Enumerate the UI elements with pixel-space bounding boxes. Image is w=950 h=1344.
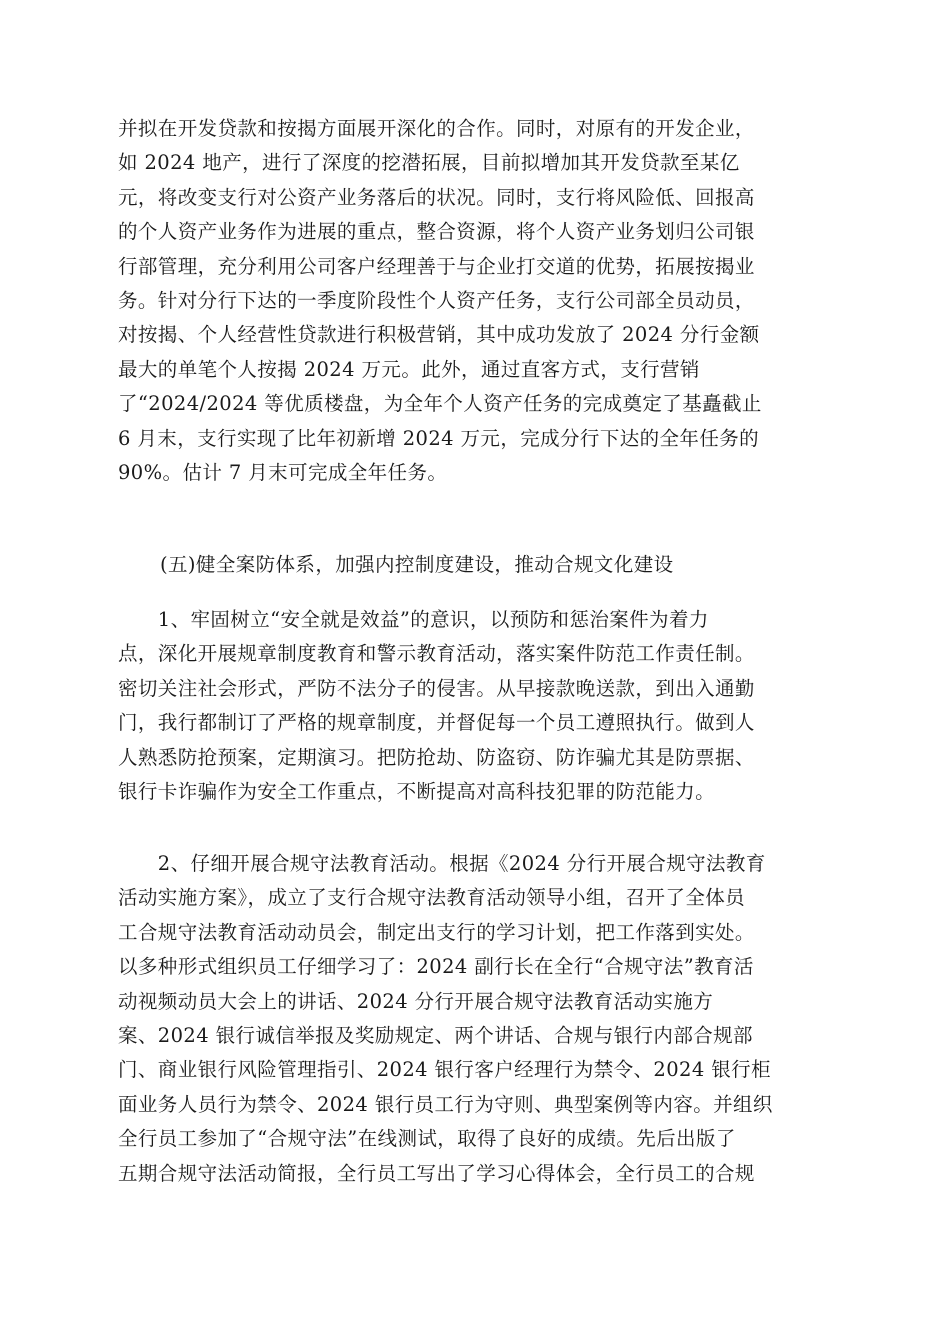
text-line: 最大的单笔个人按揭 2024 万元。此外，通过直客方式，支行营销 — [118, 357, 700, 381]
paragraph-safety-awareness — [118, 603, 836, 809]
text-line: 密切关注社会形式，严防不法分子的侵害。从早接款晚送款，到出入通勤 — [118, 676, 755, 700]
text-line: 面业务人员行为禁令、2024 银行员工行为守则、典型案例等内容。并组织 — [118, 1092, 773, 1116]
text-line: 工合规守法教育活动动员会，制定出支行的学习计划，把工作落到实处。 — [118, 920, 755, 944]
text-line: 活动实施方案》，成立了支行合规守法教育活动领导小组，召开了全体员 — [118, 886, 746, 910]
text-line: 门、商业银行风险管理指引、2024 银行客户经理行为禁令、2024 银行柜 — [118, 1058, 771, 1082]
text-line: 90%。估计 7 月末可完成全年任务。 — [118, 460, 448, 484]
text-line: 6 月末，支行实现了比年初新增 2024 万元，完成分行下达的全年任务的 — [118, 426, 760, 450]
paragraph-assets-business — [118, 112, 836, 490]
paragraph-compliance-education — [118, 847, 836, 1191]
section-heading-5 — [118, 548, 836, 582]
text-line: 元，将改变支行对公资产业务落后的状况。同时，支行将风险低、回报高 — [118, 185, 755, 209]
text-line: 动视频动员大会上的讲话、2024 分行开展合规守法教育活动实施方 — [118, 989, 714, 1013]
text-line: 以多种形式组织员工仔细学习了：2024 副行长在全行“合规守法”教育活 — [118, 955, 754, 979]
text-line: 人熟悉防抢预案，定期演习。把防抢劫、防盗窃、防诈骗尤其是防票据、 — [118, 745, 755, 769]
text-line: 全行员工参加了“合规守法”在线测试，取得了良好的成绩。先后出版了 — [118, 1127, 736, 1151]
text-line: 行部管理，充分利用公司客户经理善于与企业打交道的优势，拓展按揭业 — [118, 254, 755, 278]
text-line: 对按揭、个人经营性贷款进行积极营销，其中成功发放了 2024 分行金额 — [118, 323, 760, 347]
text-line: 务。针对分行下达的一季度阶段性个人资产任务，支行公司部全员动员， — [118, 288, 755, 312]
text-line: 点，深化开展规章制度教育和警示教育活动，落实案件防范工作责任制。 — [118, 642, 755, 666]
section-heading-text: (五)健全案防体系，加强内控制度建设，推动合规文化建设 — [160, 553, 674, 576]
text-line: 1、牢固树立“安全就是效益”的意识，以预防和惩治案件为着力 — [118, 608, 709, 631]
text-line: 了“2024/2024 等优质楼盘，为全年个人资产任务的完成奠定了基矗截止 — [118, 392, 762, 416]
text-line: 2、仔细开展合规守法教育活动。根据《2024 分行开展合规守法教育 — [118, 852, 766, 875]
text-line: 的个人资产业务作为进展的重点，整合资源，将个人资产业务划归公司银 — [118, 220, 755, 244]
text-line: 案、2024 银行诚信举报及奖励规定、两个讲话、合规与银行内部合规部 — [118, 1023, 753, 1047]
text-line: 银行卡诈骗作为安全工作重点，不断提高对高科技犯罪的防范能力。 — [118, 779, 716, 803]
text-line: 五期合规守法活动简报，全行员工写出了学习心得体会，全行员工的合规 — [118, 1161, 755, 1185]
text-line: 如 2024 地产，进行了深度的挖潜拓展，目前拟增加其开发贷款至某亿 — [118, 151, 740, 175]
text-line: 门，我行都制订了严格的规章制度，并督促每一个员工遵照执行。做到人 — [118, 711, 755, 735]
text-line: 并拟在开发贷款和按揭方面展开深化的合作。同时，对原有的开发企业， — [118, 117, 755, 140]
